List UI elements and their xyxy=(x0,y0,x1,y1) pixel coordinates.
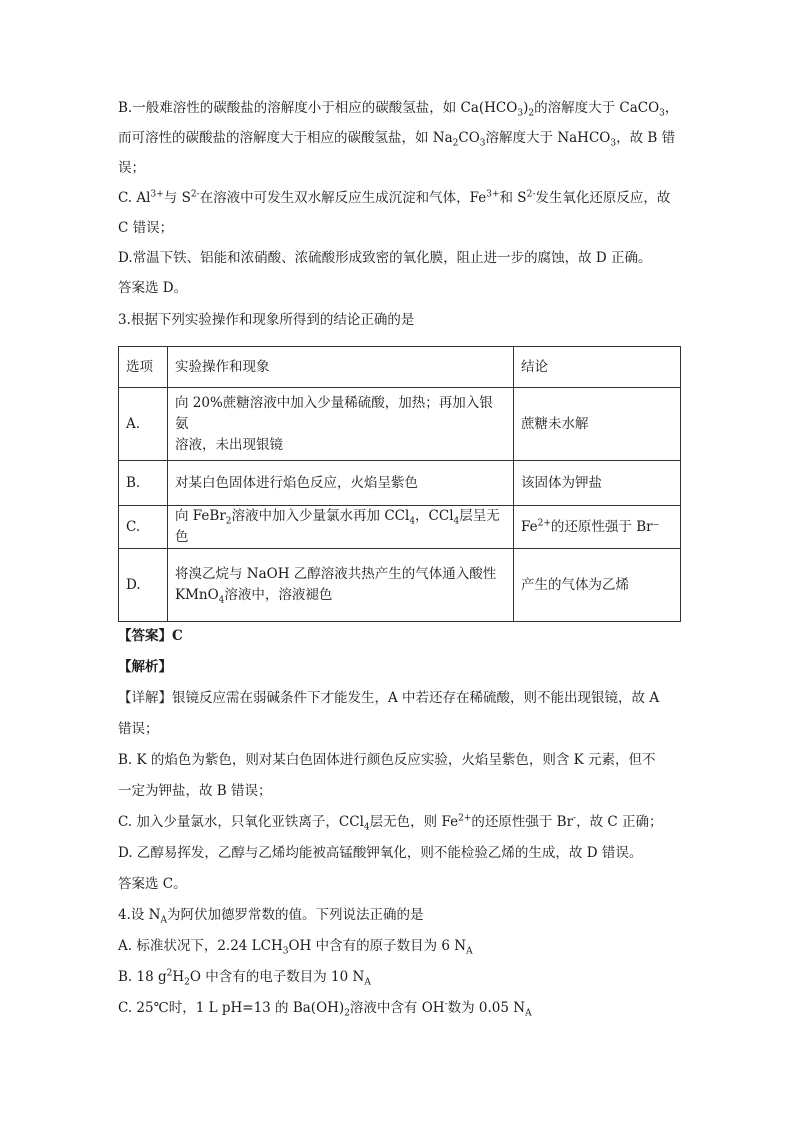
q2-option-c-line2: C 错误； xyxy=(118,220,174,236)
text: C. Al xyxy=(118,190,151,206)
text: 向 20%蔗糖溶液中加入少量稀硫酸，加热；再加入银氨 xyxy=(175,394,493,432)
subscript: 3 xyxy=(659,108,665,119)
text: C. 加入少量氯水，只氧化亚铁离子，CCl xyxy=(118,814,364,830)
text: KMnO xyxy=(175,587,219,603)
text: 向 FeBr xyxy=(175,508,226,524)
q3-detail-line1: 【详解】银镜反应需在弱碱条件下才能发生，A 中若还存在稀硫酸，则不能出现银镜，故 A xyxy=(118,690,660,706)
q3-detail-line4: 一定为钾盐，故 B 错误； xyxy=(118,783,272,799)
row-c-conclusion xyxy=(514,506,681,549)
superscript: 3+ xyxy=(150,189,164,200)
text: 的溶解度大于 CaCO xyxy=(534,100,660,116)
text: ，CCl xyxy=(415,508,454,524)
text: ，故 C 正确； xyxy=(576,814,663,830)
subscript: 4 xyxy=(409,516,416,527)
text: 而可溶性的碳酸盐的溶解度大于相应的碳酸氢盐，如 Na xyxy=(118,130,453,146)
text: 和 S xyxy=(499,190,527,206)
text: O 中含有的电子数目为 10 N xyxy=(189,969,365,985)
superscript: 3+ xyxy=(486,189,500,200)
text: OH 中含有的原子数目为 6 N xyxy=(288,938,467,954)
header-conclusion: 结论 xyxy=(514,347,681,388)
text: 数为 0.05 N xyxy=(447,1000,526,1016)
text: 的还原性强于 Br⁻ xyxy=(550,518,660,535)
q2-answer: 答案选 D。 xyxy=(118,280,188,296)
text: CO xyxy=(458,130,480,146)
q3-title: 3.根据下列实验操作和现象所得到的结论正确的是 xyxy=(118,312,415,328)
superscript: 2 xyxy=(166,968,173,979)
text: 溶解度大于 NaHCO xyxy=(485,130,611,146)
text: Fe xyxy=(521,518,538,535)
text: B. 18 g xyxy=(118,969,167,985)
text xyxy=(175,585,506,606)
q3-detail-line3: B. K 的焰色为紫色，则对某白色固体进行颜色反应实验，火焰呈紫色，则含 K 元素，但不 xyxy=(118,752,656,768)
row-d-option: D. xyxy=(119,549,168,622)
row-b-operation: 对某白色固体进行焰色反应，火焰呈紫色 xyxy=(168,461,514,506)
text: 溶液，未出现银镜 xyxy=(175,436,283,453)
table-header-row xyxy=(119,347,681,388)
subscript: 3 xyxy=(517,108,524,119)
row-b-conclusion: 该固体为钾盐 xyxy=(514,461,681,506)
q2-option-b-line1: B.一般难溶性的碳酸盐的溶解度小于相应的碳酸氢盐，如 $Ca(HCO_3)_2$的溶解度大于 CaCO$_3$， xyxy=(118,100,679,119)
table-row xyxy=(119,388,681,461)
text: 在溶液中可发生双水解反应生成沉淀和气体，Fe xyxy=(199,190,487,206)
q2-option-d-line: D.常温下铁、铝能和浓硝酸、浓硫酸形成致密的氧化膜，阻止进一步的腐蚀，故 D 正确。 xyxy=(118,250,652,266)
superscript: - xyxy=(444,999,448,1010)
subscript: 2 xyxy=(225,516,232,527)
text: 4.设 N xyxy=(118,907,161,923)
superscript: 2+ xyxy=(537,518,551,528)
q2-option-b-line2 xyxy=(118,128,675,148)
table-row xyxy=(119,461,681,506)
subscript: 4 xyxy=(363,822,370,833)
text: 与 S xyxy=(163,190,191,206)
row-d-conclusion: 产生的气体为乙烯 xyxy=(514,549,681,622)
q3-answer: 【答案】C xyxy=(118,628,183,644)
superscript: 2+ xyxy=(458,813,472,824)
row-a-conclusion: 蔗糖未水解 xyxy=(514,388,681,461)
text: 溶液中加入少量氯水再加 CCl xyxy=(231,508,410,524)
text: C. 25℃时，1 L pH=13 的 Ba(OH) xyxy=(118,1000,345,1016)
header-option: 选项 xyxy=(119,347,168,388)
text: ) xyxy=(523,100,529,116)
q4-title xyxy=(118,905,423,925)
table-row xyxy=(119,549,681,622)
header-operation: 实验操作和现象 xyxy=(168,347,514,388)
text: 为阿伏加德罗常数的值。下列说法正确的是 xyxy=(166,907,424,923)
subscript: 3 xyxy=(610,138,617,149)
row-b-option: B. xyxy=(119,461,168,506)
row-a-operation xyxy=(168,388,514,461)
q4-option-a xyxy=(118,936,473,956)
q2-option-b-line3: 误； xyxy=(118,160,145,176)
q3-detail-line2: 错误； xyxy=(118,721,159,737)
subscript: 2 xyxy=(344,1008,350,1019)
q2-option-c-line1 xyxy=(118,188,670,208)
subscript: 2 xyxy=(452,138,459,149)
row-a-option: A. xyxy=(119,388,168,461)
q3-table xyxy=(118,346,681,622)
text: A. 标准状况下，2.24 LCH xyxy=(118,938,283,954)
subscript: 4 xyxy=(453,516,460,527)
q3-detail-line6: D. 乙醇易挥发，乙醇与乙烯均能被高锰酸钾氧化，则不能检验乙烯的生成，故 D 错误。 xyxy=(118,845,643,861)
subscript: 2 xyxy=(184,977,190,988)
row-c-option: C. xyxy=(119,506,168,549)
subscript: A xyxy=(364,977,371,988)
q3-analysis-heading: 【解析】 xyxy=(118,659,172,675)
text: H xyxy=(172,969,185,985)
superscript: 2- xyxy=(190,189,200,200)
q3-final-answer: 答案选 C。 xyxy=(118,876,187,892)
row-d-operation xyxy=(168,549,514,622)
subscript: 2 xyxy=(528,108,535,119)
text: ，故 B 错 xyxy=(616,130,676,146)
row-c-operation xyxy=(168,506,514,549)
text: 的还原性强于 Br xyxy=(471,814,574,830)
table-row xyxy=(119,506,681,549)
subscript: 3 xyxy=(479,138,486,149)
text: 溶液中，溶液褪色 xyxy=(224,587,333,603)
text: 将溴乙烷与 NaOH 乙醇溶液共热产生的气体通入酸性 xyxy=(175,566,497,582)
q3-detail-line5 xyxy=(118,812,663,832)
text: 溶液中含有 OH xyxy=(349,1000,445,1016)
text: 层呈无色 xyxy=(175,508,500,545)
q4-option-c xyxy=(118,998,532,1018)
subscript: 4 xyxy=(218,595,225,606)
superscript: - xyxy=(573,813,577,824)
subscript: A xyxy=(466,946,473,957)
q4-option-b xyxy=(118,967,371,987)
subscript: A xyxy=(525,1008,532,1019)
text: 层无色，则 Fe xyxy=(369,814,459,830)
text: 发生氧化还原反应，故 xyxy=(535,190,671,206)
subscript: A xyxy=(160,915,167,926)
superscript: 2- xyxy=(526,189,536,200)
text: B.一般难溶性的碳酸盐的溶解度小于相应的碳酸氢盐，如 Ca(HCO xyxy=(118,100,518,116)
subscript: 3 xyxy=(282,946,289,957)
